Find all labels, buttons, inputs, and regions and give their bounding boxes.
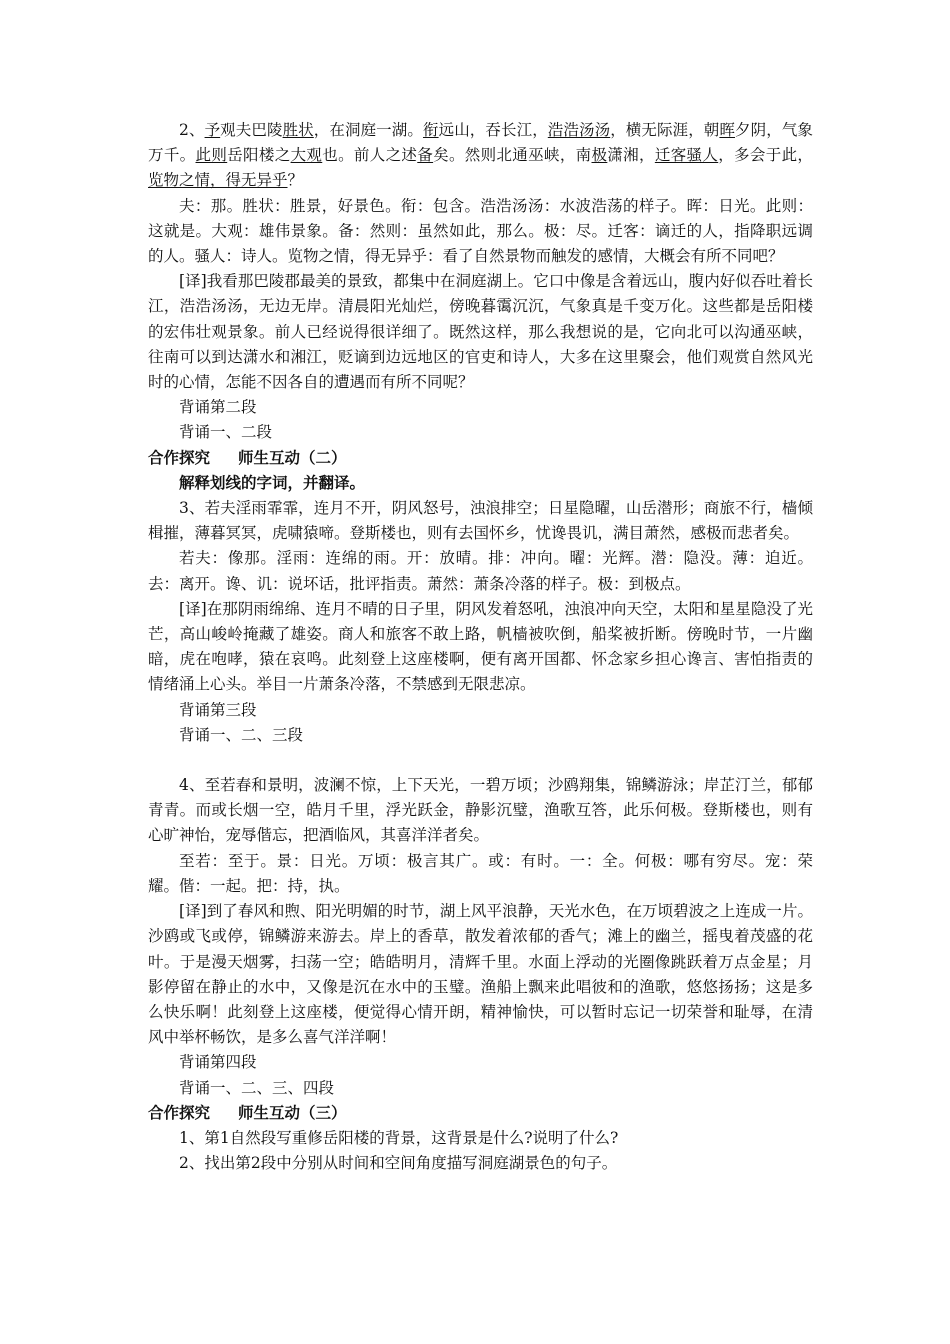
section-heading-2: 合作探究 师生互动（二） [148, 448, 347, 467]
recite-label: 背诵第三段 [179, 700, 257, 719]
question-item: 2、找出第2段中分别从时间和空间角度描写洞庭湖景色的句子。 [179, 1154, 618, 1173]
paragraph-3-notes: 若夫：像那。淫雨：连绵的雨。开：放晴。排：冲向。曜：光辉。潜：隐没。薄：迫近。去：离开。谗、讥：说坏话，批评指责。萧然：萧条冷落的样子。极：到极点。 [148, 549, 813, 593]
paragraph-2-translation: [译]我看那巴陵郡最美的景致，都集中在洞庭湖上。它口中像是含着远山，腹内好似吞吐着长江，浩浩汤汤，无边无岸。清晨阳光灿烂，傍晚暮霭沉沉，气象真是千变万化。这些都是岳阳楼的宏伟壮观景象。前人已经说得很详细了。既然这样，那么我想说的是，它向北可以沟通巫峡，往南可以到达潇水和湘江，贬谪到边远地区的官吏和诗人，大多在这里聚会，他们观赏自然风光时的心情，怎能不因各自的遭遇而有所不同呢？ [148, 272, 813, 392]
paragraph-4-translation: [译]到了春风和煦、阳光明媚的时节，湖上风平浪静，天光水色，在万顷碧波之上连成一片。沙鸥或飞或停，锦鳞游来游去。岸上的香草，散发着浓郁的香气；滩上的幽兰，摇曳着茂盛的花叶。于是漫天烟雾，扫荡一空；皓皓明月，清辉千里。水面上浮动的光圈像跳跃着万点金星；月影停留在静止的水中，又像是沉在水中的玉璧。渔船上飘来此唱彼和的渔歌，悠悠扬扬；这是多么快乐啊！此刻登上这座楼，便觉得心情开朗，精神愉快，可以暂时忘记一切荣誉和耻辱，在清风中举杯畅饮，是多么喜气洋洋啊！ [148, 902, 813, 1047]
question-item: 1、第1自然段写重修岳阳楼的背景，这背景是什么?说明了什么? [179, 1128, 619, 1147]
recite-label: 背诵一、二、三、四段 [179, 1078, 335, 1097]
spacer [148, 748, 813, 773]
recite-label: 背诵第四段 [179, 1053, 257, 1072]
instruction: 解释划线的字词，并翻译。 [179, 473, 366, 492]
section-heading-3: 合作探究 师生互动（三） [148, 1103, 347, 1122]
paragraph-4-notes: 至若：至于。景：日光。万顷：极言其广。或：有时。一：全。何极：哪有穷尽。宠：荣耀。偕：一起。把：持，执。 [148, 851, 813, 895]
paragraph-2-notes: 夫：那。胜状：胜景，好景色。衔：包含。浩浩汤汤：水波浩荡的样子。晖：日光。此则：这就是。大观：雄伟景象。备：然则：虽然如此，那么。极：尽。迁客：谪迁的人，指降职远调的人。骚人：诗人。览物之情，得无异乎：看了自然景物而触发的感情，大概会有所不同吧？ [148, 196, 813, 266]
recite-label: 背诵一、二、三段 [179, 725, 304, 744]
document-page [148, 118, 813, 1176]
paragraph-3-translation: [译]在那阴雨绵绵、连月不晴的日子里，阴风发着怒吼，浊浪冲向天空，太阳和星星隐没了光芒，高山峻岭掩藏了雄姿。商人和旅客不敢上路，帆樯被吹倒，船桨被折断。傍晚时节，一片幽暗，虎在咆哮，猿在哀鸣。此刻登上这座楼啊，便有离开国都、怀念家乡担心谗言、害怕指责的情绪涌上心头。举目一片萧条冷落，不禁感到无限悲凉。 [148, 599, 813, 694]
paragraph-2-original: 2、予观夫巴陵胜状，在洞庭一湖。衔远山，吞长江，浩浩汤汤，横无际涯，朝晖夕阴，气象万千。此则岳阳楼之大观也。前人之述备矣。然则北通巫峡，南极潇湘，迁客骚人，多会于此，览物之情，得无异乎？ [148, 121, 813, 190]
paragraph-3-original: 3、若夫淫雨霏霏，连月不开，阴风怒号，浊浪排空；日星隐曜，山岳潜形；商旅不行，樯倾楫摧，薄暮冥冥，虎啸猿啼。登斯楼也，则有去国怀乡，忧谗畏讥，满目萧然，感极而悲者矣。 [148, 499, 813, 543]
recite-label: 背诵第二段 [179, 398, 257, 417]
recite-label: 背诵一、二段 [179, 423, 273, 442]
paragraph-4-original: 4、至若春和景明，波澜不惊，上下天光，一碧万顷；沙鸥翔集，锦鳞游泳；岸芷汀兰，郁郁青青。而或长烟一空，皓月千里，浮光跃金，静影沉璧，渔歌互答，此乐何极。登斯楼也，则有心旷神怡，宠辱偕忘，把酒临风，其喜洋洋者矣。 [148, 776, 813, 845]
